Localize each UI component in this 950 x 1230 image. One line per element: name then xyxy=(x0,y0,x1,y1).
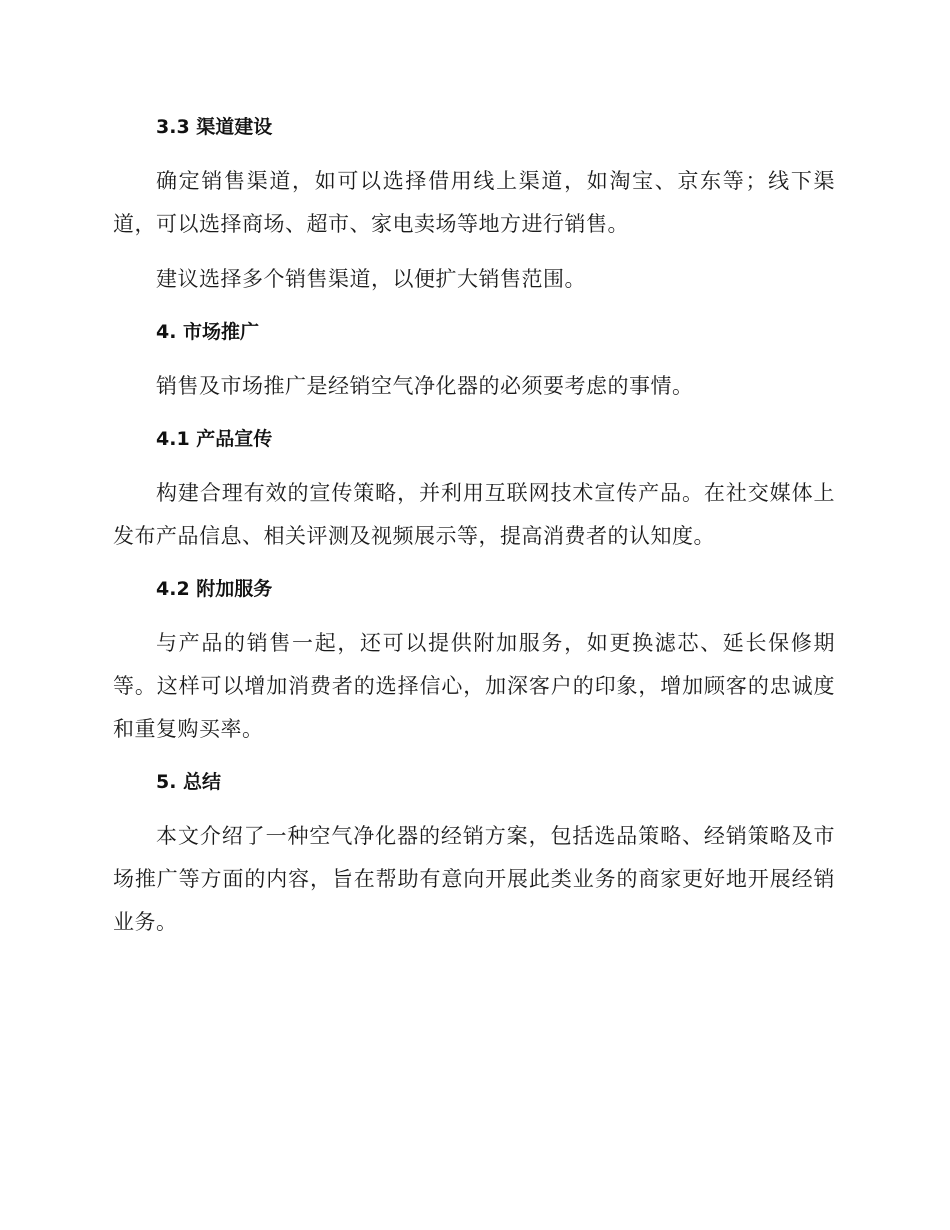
paragraph-channels: 确定销售渠道，如可以选择借用线上渠道，如淘宝、京东等；线下渠道，可以选择商场、超市、家电卖场等地方进行销售。 xyxy=(113,169,835,236)
paragraph-promotion: 构建合理有效的宣传策略，并利用互联网技术宣传产品。在社交媒体上发布产品信息、相关评测及视频展示等，提高消费者的认知度。 xyxy=(113,481,835,548)
section-heading-5: 5. 总结 xyxy=(156,771,222,793)
paragraph-multi-channel: 建议选择多个销售渠道，以便扩大销售范围。 xyxy=(156,267,586,291)
paragraph-summary: 本文介绍了一种空气净化器的经销方案，包括选品策略、经销策略及市场推广等方面的内容，旨在帮助有意向开展此类业务的商家更好地开展经销业务。 xyxy=(113,824,835,934)
document-body xyxy=(113,108,835,956)
section-heading-4: 4. 市场推广 xyxy=(156,321,260,343)
paragraph-marketing-intro: 销售及市场推广是经销空气净化器的必须要考虑的事情。 xyxy=(156,374,694,398)
section-heading-4-1: 4.1 产品宣传 xyxy=(156,428,273,450)
section-heading-3-3: 3.3 渠道建设 xyxy=(156,116,273,138)
paragraph-extra-services: 与产品的销售一起，还可以提供附加服务，如更换滤芯、延长保修期等。这样可以增加消费者的选择信心，加深客户的印象，增加顾客的忠诚度和重复购买率。 xyxy=(113,631,835,741)
section-heading-4-2: 4.2 附加服务 xyxy=(156,578,273,600)
